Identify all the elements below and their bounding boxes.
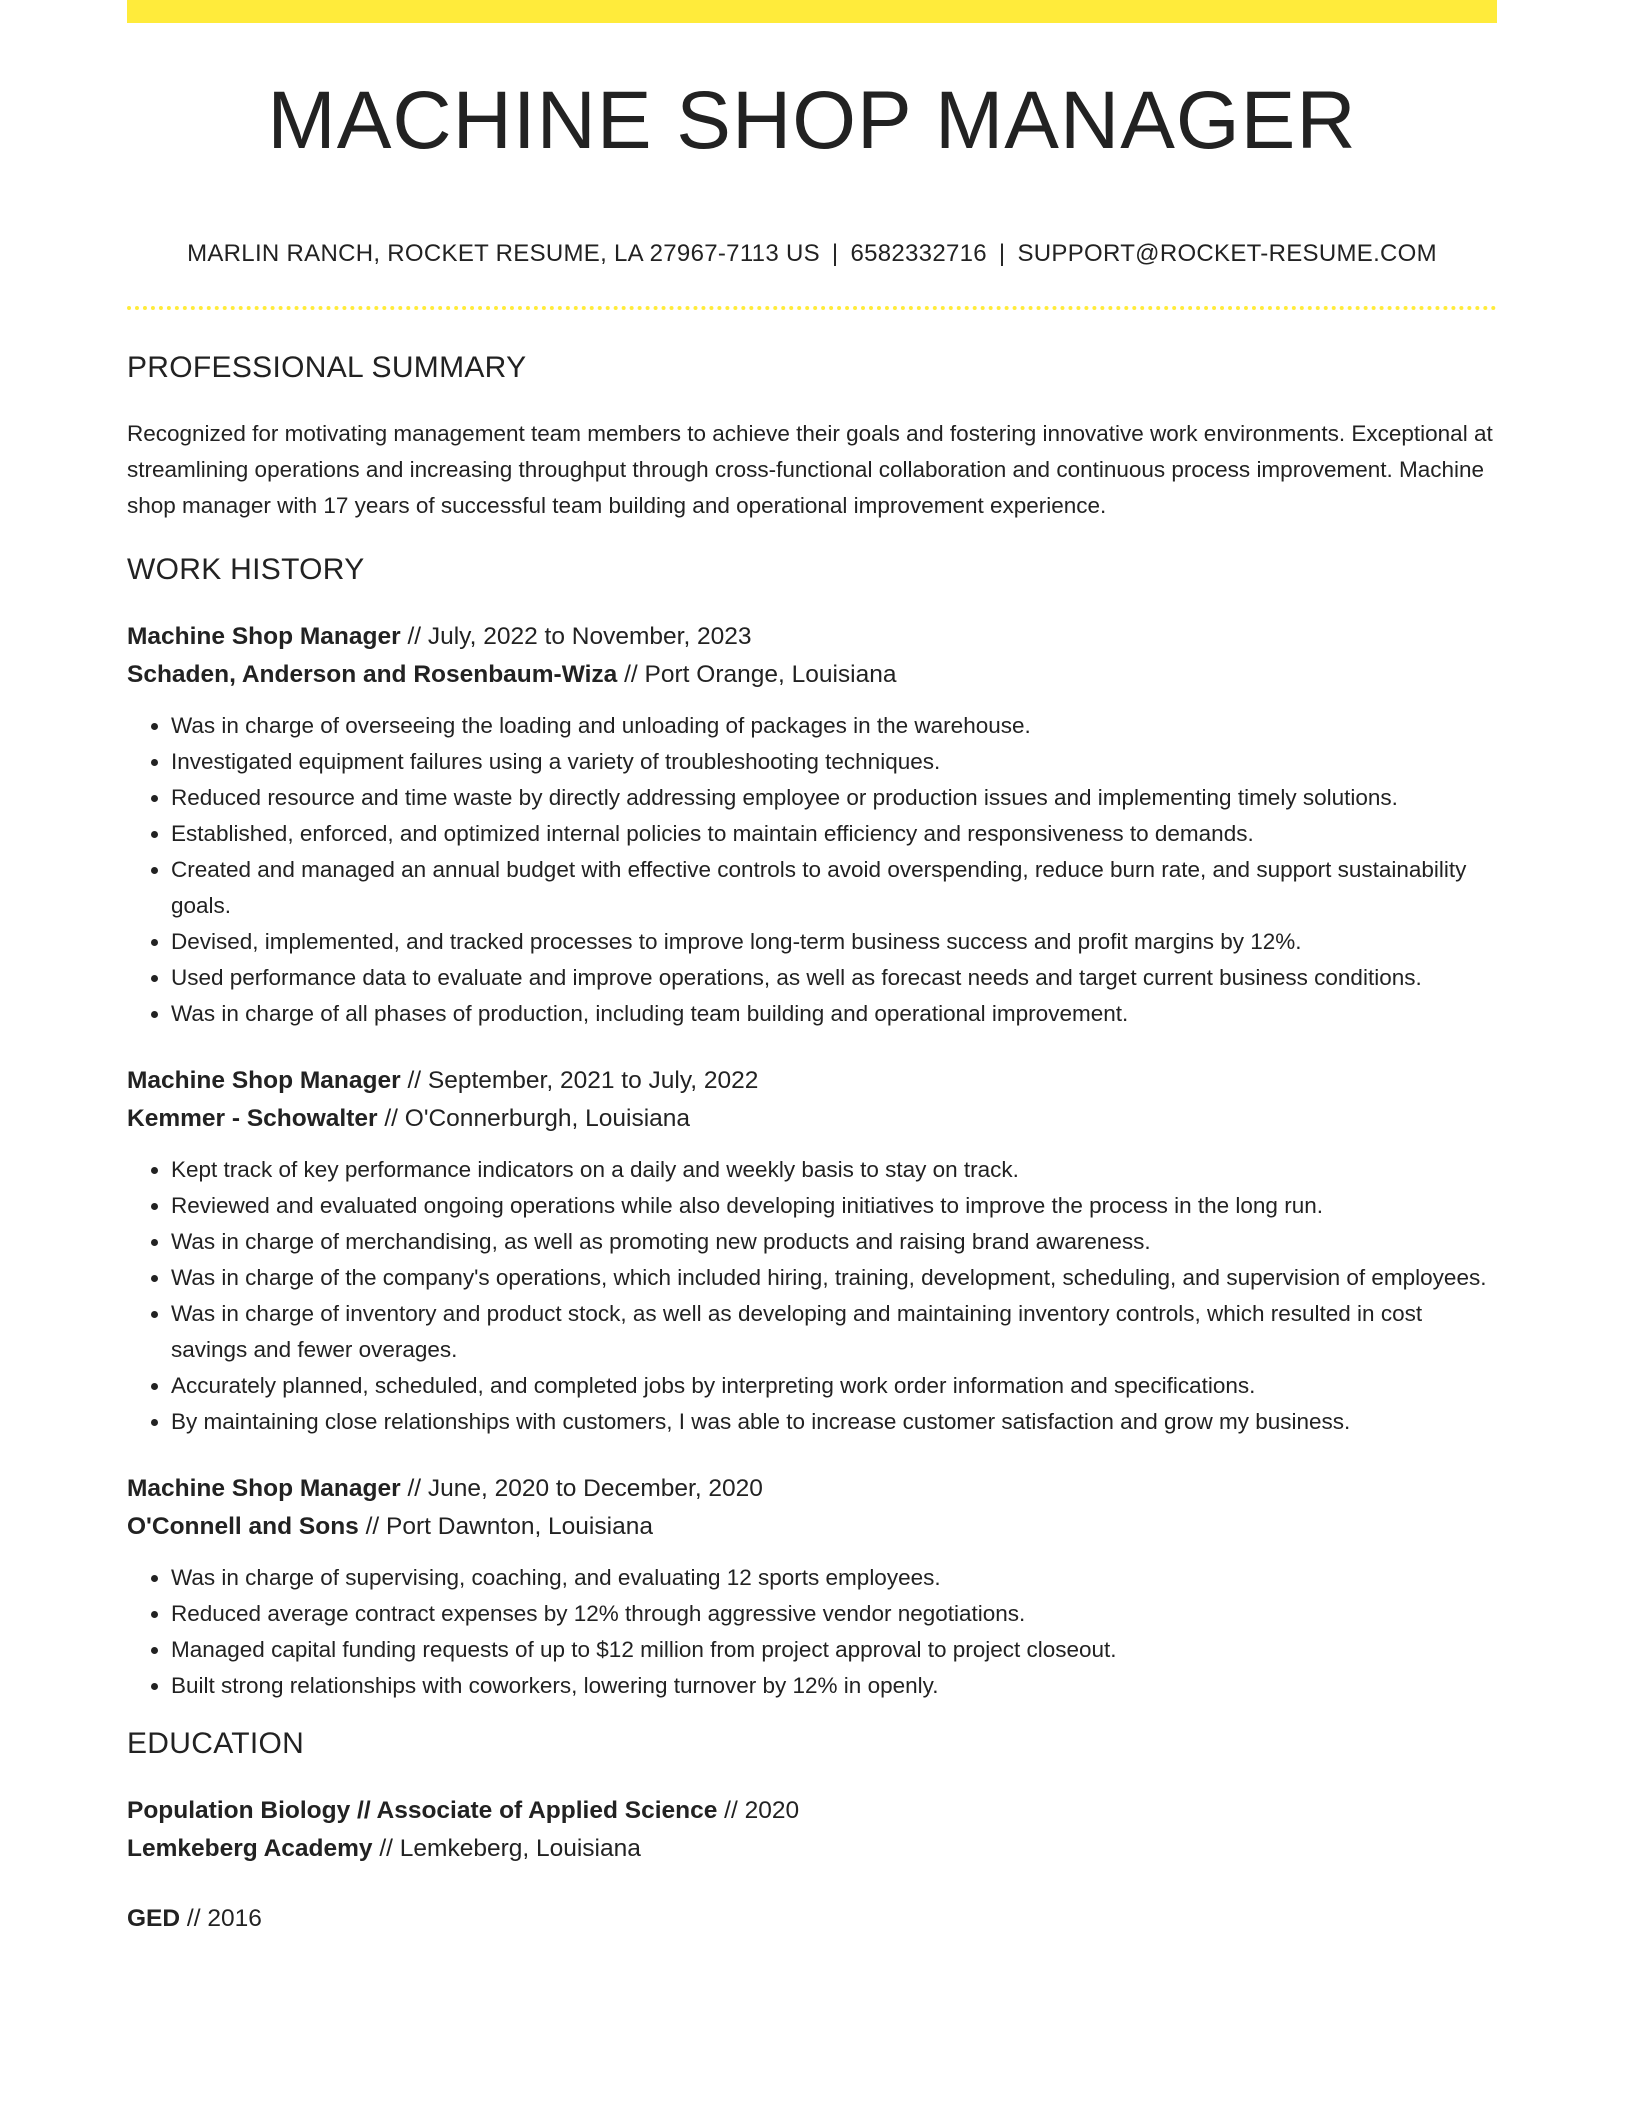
contact-phone: 6582332716 — [850, 240, 987, 267]
education-heading: EDUCATION — [127, 1727, 305, 1760]
job-company: O'Connell and Sons — [127, 1513, 359, 1540]
summary-section — [127, 348, 1497, 524]
accent-top-bar — [127, 0, 1497, 23]
job-entry — [127, 618, 1497, 1032]
education-degree: Population Biology // Associate of Applied Science — [127, 1797, 718, 1824]
education-school: Lemkeberg Academy — [127, 1835, 373, 1862]
job-bullet: • Reduced average contract expenses by 12% through aggressive vendor negotiations. — [171, 1596, 1497, 1632]
education-entry — [127, 1900, 1497, 1938]
job-dates: // June, 2020 to December, 2020 — [400, 1475, 763, 1502]
resume-body — [127, 348, 1497, 1970]
job-title: Machine Shop Manager — [127, 1475, 401, 1502]
job-bullet: • Was in charge of overseeing the loading and unloading of packages in the warehouse. — [171, 708, 1497, 744]
dotted-divider — [127, 306, 1497, 310]
job-company: Schaden, Anderson and Rosenbaum-Wiza — [127, 661, 618, 688]
job-bullet: • Was in charge of inventory and product stock, as well as developing and maintaining inventory controls, which resulted in cost savings and fewer overages. — [171, 1296, 1497, 1368]
job-company: Kemmer - Schowalter — [127, 1105, 378, 1132]
education-degree-line — [127, 1792, 1497, 1830]
job-dates: // September, 2021 to July, 2022 — [400, 1067, 759, 1094]
job-bullet: • Created and managed an annual budget with effective controls to avoid overspending, reduce burn rate, and support sustainability goals. — [171, 852, 1497, 924]
job-bullet: • Was in charge of merchandising, as well as promoting new products and raising brand awareness. — [171, 1224, 1497, 1260]
job-bullet: • Was in charge of all phases of production, including team building and operational improvement. — [171, 996, 1497, 1032]
job-bullet: • Used performance data to evaluate and improve operations, as well as forecast needs and target current business conditions. — [171, 960, 1497, 996]
education-school-line — [127, 1830, 1497, 1868]
job-bullet: • Managed capital funding requests of up to $12 million from project approval to project closeout. — [171, 1632, 1497, 1668]
job-bullets — [127, 1560, 1497, 1704]
job-bullet: • Established, enforced, and optimized internal policies to maintain efficiency and responsiveness to demands. — [171, 816, 1497, 852]
job-bullet: • Investigated equipment failures using a variety of troubleshooting techniques. — [171, 744, 1497, 780]
job-title-line — [127, 1062, 1497, 1100]
education-entry — [127, 1792, 1497, 1868]
job-bullets — [127, 708, 1497, 1032]
job-title-line — [127, 1470, 1497, 1508]
contact-separator: | — [831, 240, 839, 267]
job-bullet: • By maintaining close relationships with customers, I was able to increase customer satisfaction and grow my business. — [171, 1404, 1497, 1440]
job-bullets — [127, 1152, 1497, 1440]
job-title-line — [127, 618, 1497, 656]
job-company-line — [127, 656, 1497, 694]
job-bullet: • Devised, implemented, and tracked processes to improve long-term business success and profit margins by 12%. — [171, 924, 1497, 960]
education-year: // 2020 — [717, 1797, 800, 1824]
job-title: Machine Shop Manager — [127, 1067, 401, 1094]
job-bullet: • Built strong relationships with coworkers, lowering turnover by 12% in openly. — [171, 1668, 1497, 1704]
job-location: // O'Connerburgh, Louisiana — [377, 1105, 691, 1132]
education-location: // Lemkeberg, Louisiana — [372, 1835, 641, 1862]
job-bullet: • Accurately planned, scheduled, and completed jobs by interpreting work order information and specifications. — [171, 1368, 1497, 1404]
job-bullet: • Was in charge of supervising, coaching, and evaluating 12 sports employees. — [171, 1560, 1497, 1596]
work-history-section — [127, 550, 1497, 1704]
contact-address: MARLIN RANCH, ROCKET RESUME, LA 27967-7113 US — [187, 240, 820, 267]
job-entry — [127, 1470, 1497, 1704]
education-degree-line — [127, 1900, 1497, 1938]
job-title: Machine Shop Manager — [127, 623, 401, 650]
job-dates: // July, 2022 to November, 2023 — [400, 623, 752, 650]
contact-separator: | — [998, 240, 1006, 267]
contact-email: SUPPORT@ROCKET-RESUME.COM — [1017, 240, 1437, 267]
education-year: // 2016 — [180, 1905, 262, 1932]
education-degree: GED — [127, 1905, 181, 1932]
summary-heading: PROFESSIONAL SUMMARY — [127, 351, 527, 384]
job-company-line — [127, 1508, 1497, 1546]
job-company-line — [127, 1100, 1497, 1138]
job-location: // Port Orange, Louisiana — [617, 661, 897, 688]
job-bullet: • Reviewed and evaluated ongoing operations while also developing initiatives to improve the process in the long run. — [171, 1188, 1497, 1224]
resume-title: MACHINE SHOP MANAGER — [267, 75, 1357, 166]
job-bullet: • Reduced resource and time waste by directly addressing employee or production issues and implementing timely solutions. — [171, 780, 1497, 816]
job-bullet: • Kept track of key performance indicators on a daily and weekly basis to stay on track. — [171, 1152, 1497, 1188]
work-history-heading: WORK HISTORY — [127, 553, 365, 586]
job-entry — [127, 1062, 1497, 1440]
education-section — [127, 1724, 1497, 1938]
contact-line — [127, 238, 1497, 270]
job-bullet: • Was in charge of the company's operations, which included hiring, training, development, scheduling, and supervision of employees. — [171, 1260, 1497, 1296]
summary-text: Recognized for motivating management team members to achieve their goals and fostering innovative work environments. Exceptional at streamlining operations and increasing throughput through cross-functional collaboration and continuous process improvement. Machine shop manager with 17 years of successful team building and operational improvement experience. — [127, 421, 1493, 518]
job-location: // Port Dawnton, Louisiana — [358, 1513, 653, 1540]
